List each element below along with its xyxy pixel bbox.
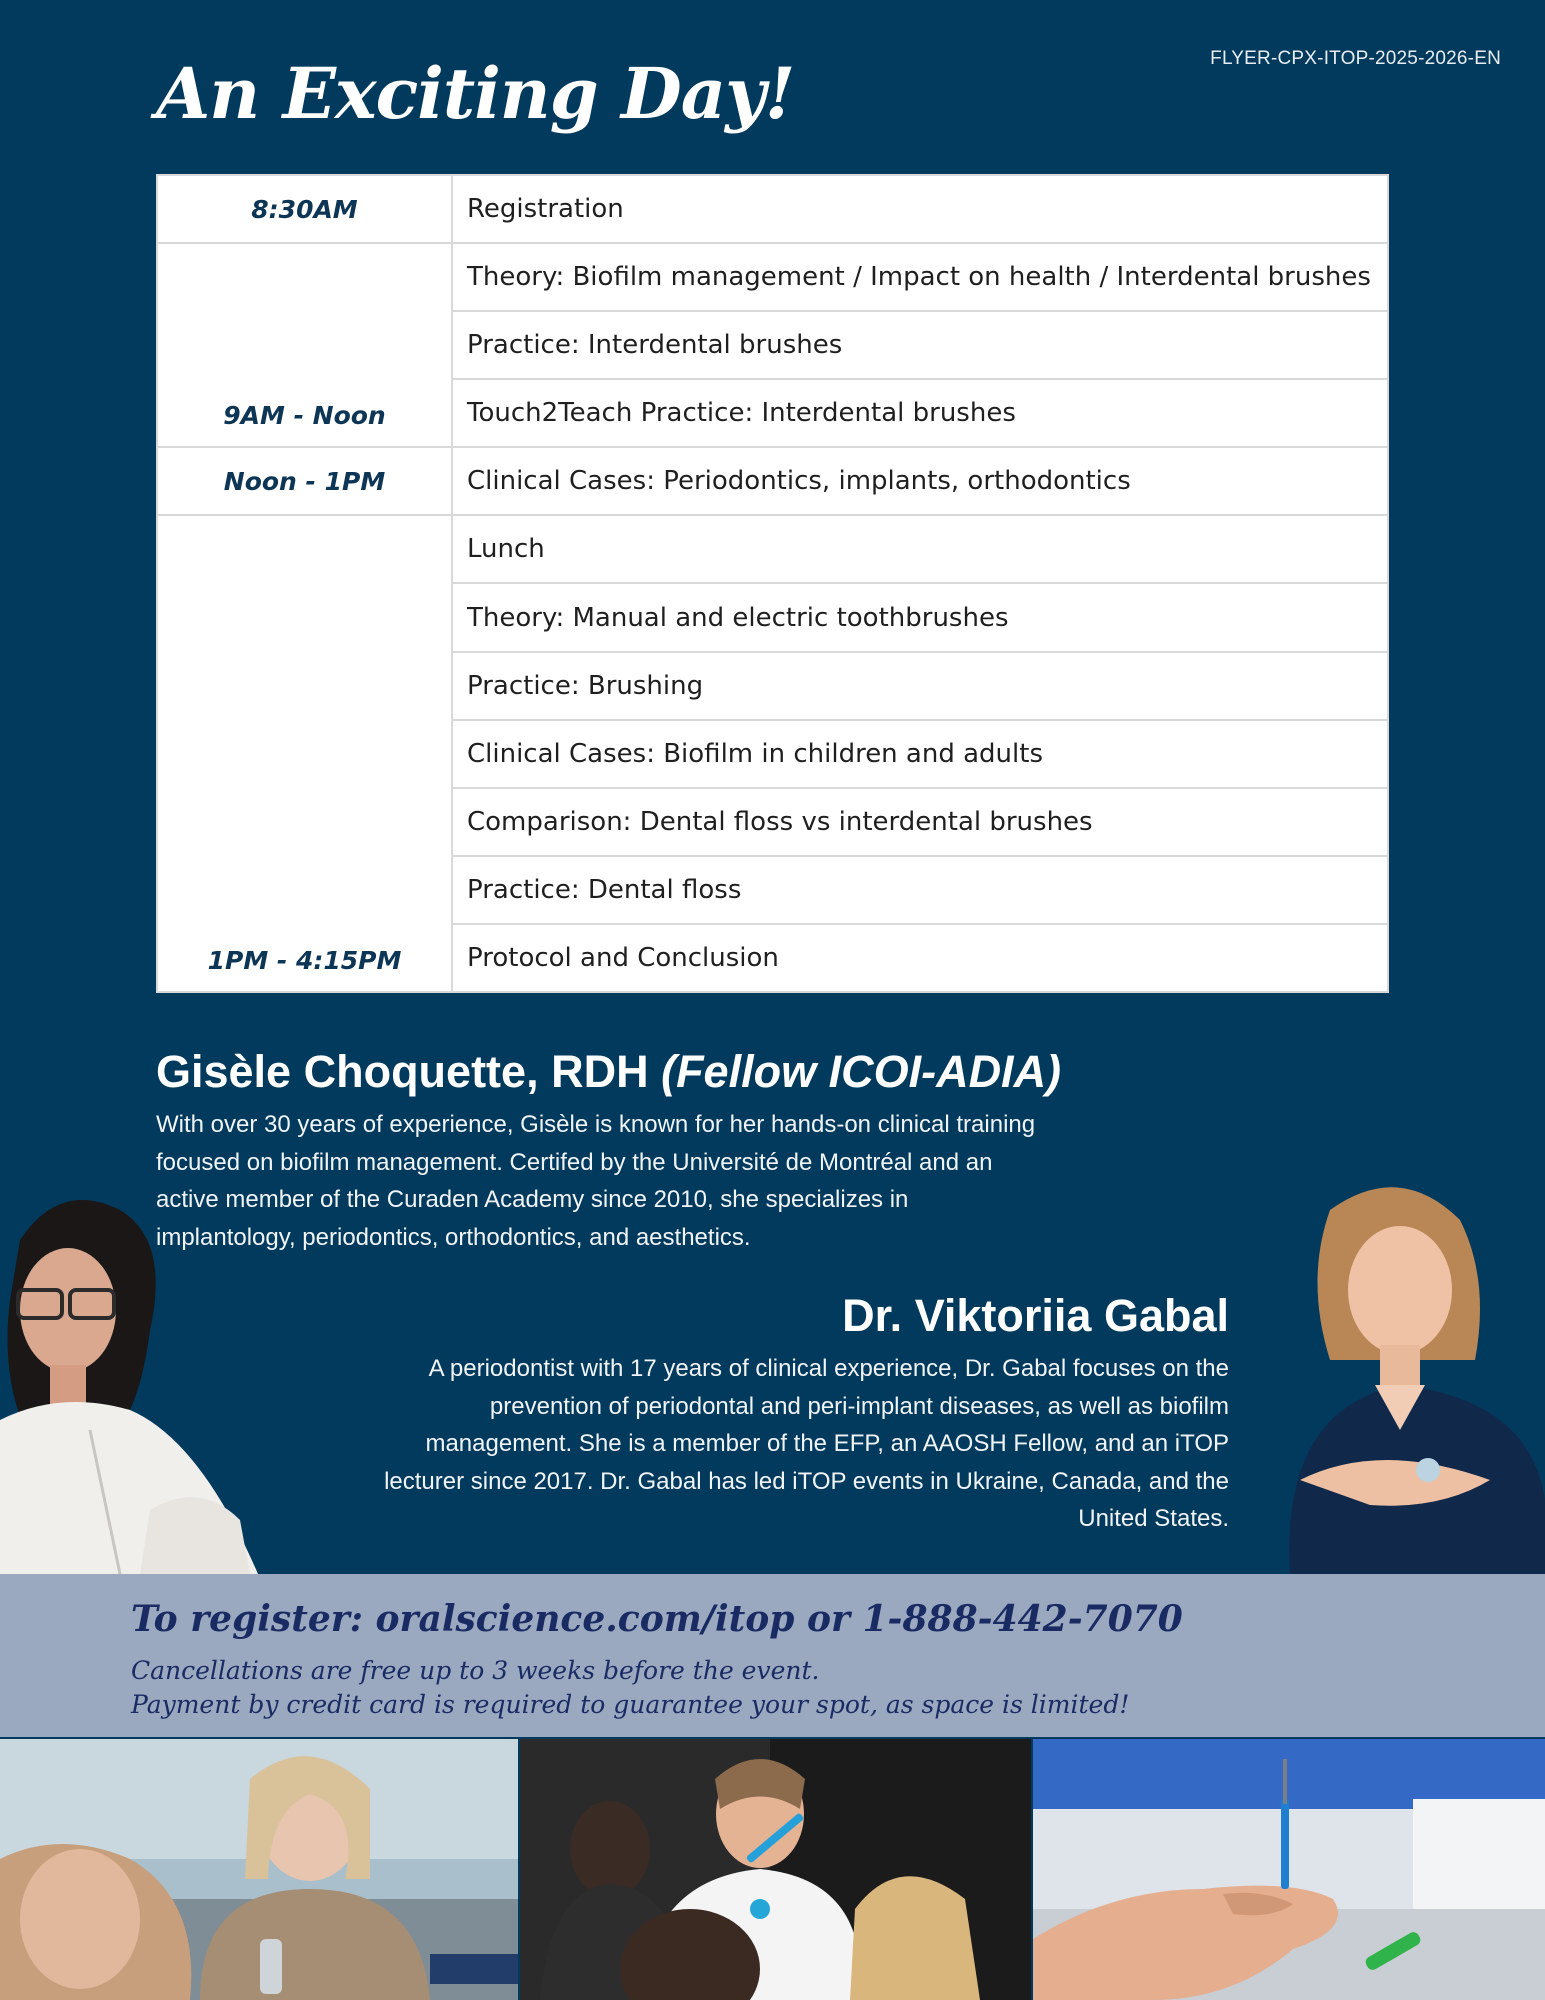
table-row (157, 515, 1388, 583)
speaker-photo-gabal (1260, 1170, 1545, 1574)
speaker-credential: (Fellow ICOI-ADIA) (661, 1046, 1062, 1097)
speaker-name-text: Gisèle Choquette, RDH (156, 1046, 649, 1097)
activity-cell: Clinical Cases: Periodontics, implants, orthodontics (452, 447, 1388, 515)
photo-interdental-brush (1033, 1739, 1545, 2000)
payment-note: Payment by credit card is required to guarantee your spot, as space is limited! (131, 1690, 1130, 1719)
schedule-table (156, 174, 1389, 993)
speaker-bio-choquette: With over 30 years of experience, Gisèle is known for her hands-on clinical training focused on biofilm management. Certifed by the Université de Montréal and an active member of the Curaden Academy since 2010, she specializes in implantology, periodontics, orthodontics, and aesthetics. (156, 1111, 1036, 1251)
photo-instructor-demo (520, 1739, 1031, 2000)
speaker-name-choquette (156, 1046, 1061, 1098)
time-cell: 1PM - 4:15PM (157, 515, 452, 992)
register-headline[interactable]: To register: oralscience.com/itop or 1-888-442-7070 (131, 1598, 1183, 1640)
registration-banner (0, 1574, 1545, 1737)
table-row (157, 447, 1388, 515)
activity-cell: Comparison: Dental floss vs interdental brushes (452, 788, 1388, 856)
time-cell: 9AM - Noon (157, 243, 452, 447)
speaker-bio-gabal: A periodontist with 17 years of clinical experience, Dr. Gabal focuses on the prevention of periodontal and peri-implant diseases, as well as biofilm management. She is a member of the EFP, an AAOSH Fellow, and an iTOP lecturer since 2017. Dr. Gabal has led iTOP events in Ukraine, Canada, and the United States. (384, 1355, 1229, 1532)
page-title: An Exciting Day! (156, 52, 795, 135)
activity-cell: Practice: Interdental brushes (452, 311, 1388, 379)
activity-cell: Practice: Brushing (452, 652, 1388, 720)
activity-cell: Clinical Cases: Biofilm in children and adults (452, 720, 1388, 788)
activity-cell: Theory: Biofilm management / Impact on health / Interdental brushes (452, 243, 1388, 311)
table-row (157, 243, 1388, 311)
time-cell: Noon - 1PM (157, 447, 452, 515)
activity-cell: Protocol and Conclusion (452, 924, 1388, 992)
speaker-name-gabal: Dr. Viktoriia Gabal (842, 1290, 1229, 1341)
activity-cell: Theory: Manual and electric toothbrushes (452, 583, 1388, 651)
activity-cell: Practice: Dental floss (452, 856, 1388, 924)
speaker-photo-choquette (0, 1180, 258, 1574)
table-row (157, 175, 1388, 243)
cancellation-note: Cancellations are free up to 3 weeks before the event. (131, 1656, 820, 1685)
document-code: FLYER-CPX-ITOP-2025-2026-EN (1210, 48, 1501, 69)
activity-cell: Registration (452, 175, 1388, 243)
activity-cell: Lunch (452, 515, 1388, 583)
activity-cell: Touch2Teach Practice: Interdental brushes (452, 379, 1388, 447)
photo-workshop-participants (0, 1739, 518, 2000)
time-cell: 8:30AM (157, 175, 452, 243)
